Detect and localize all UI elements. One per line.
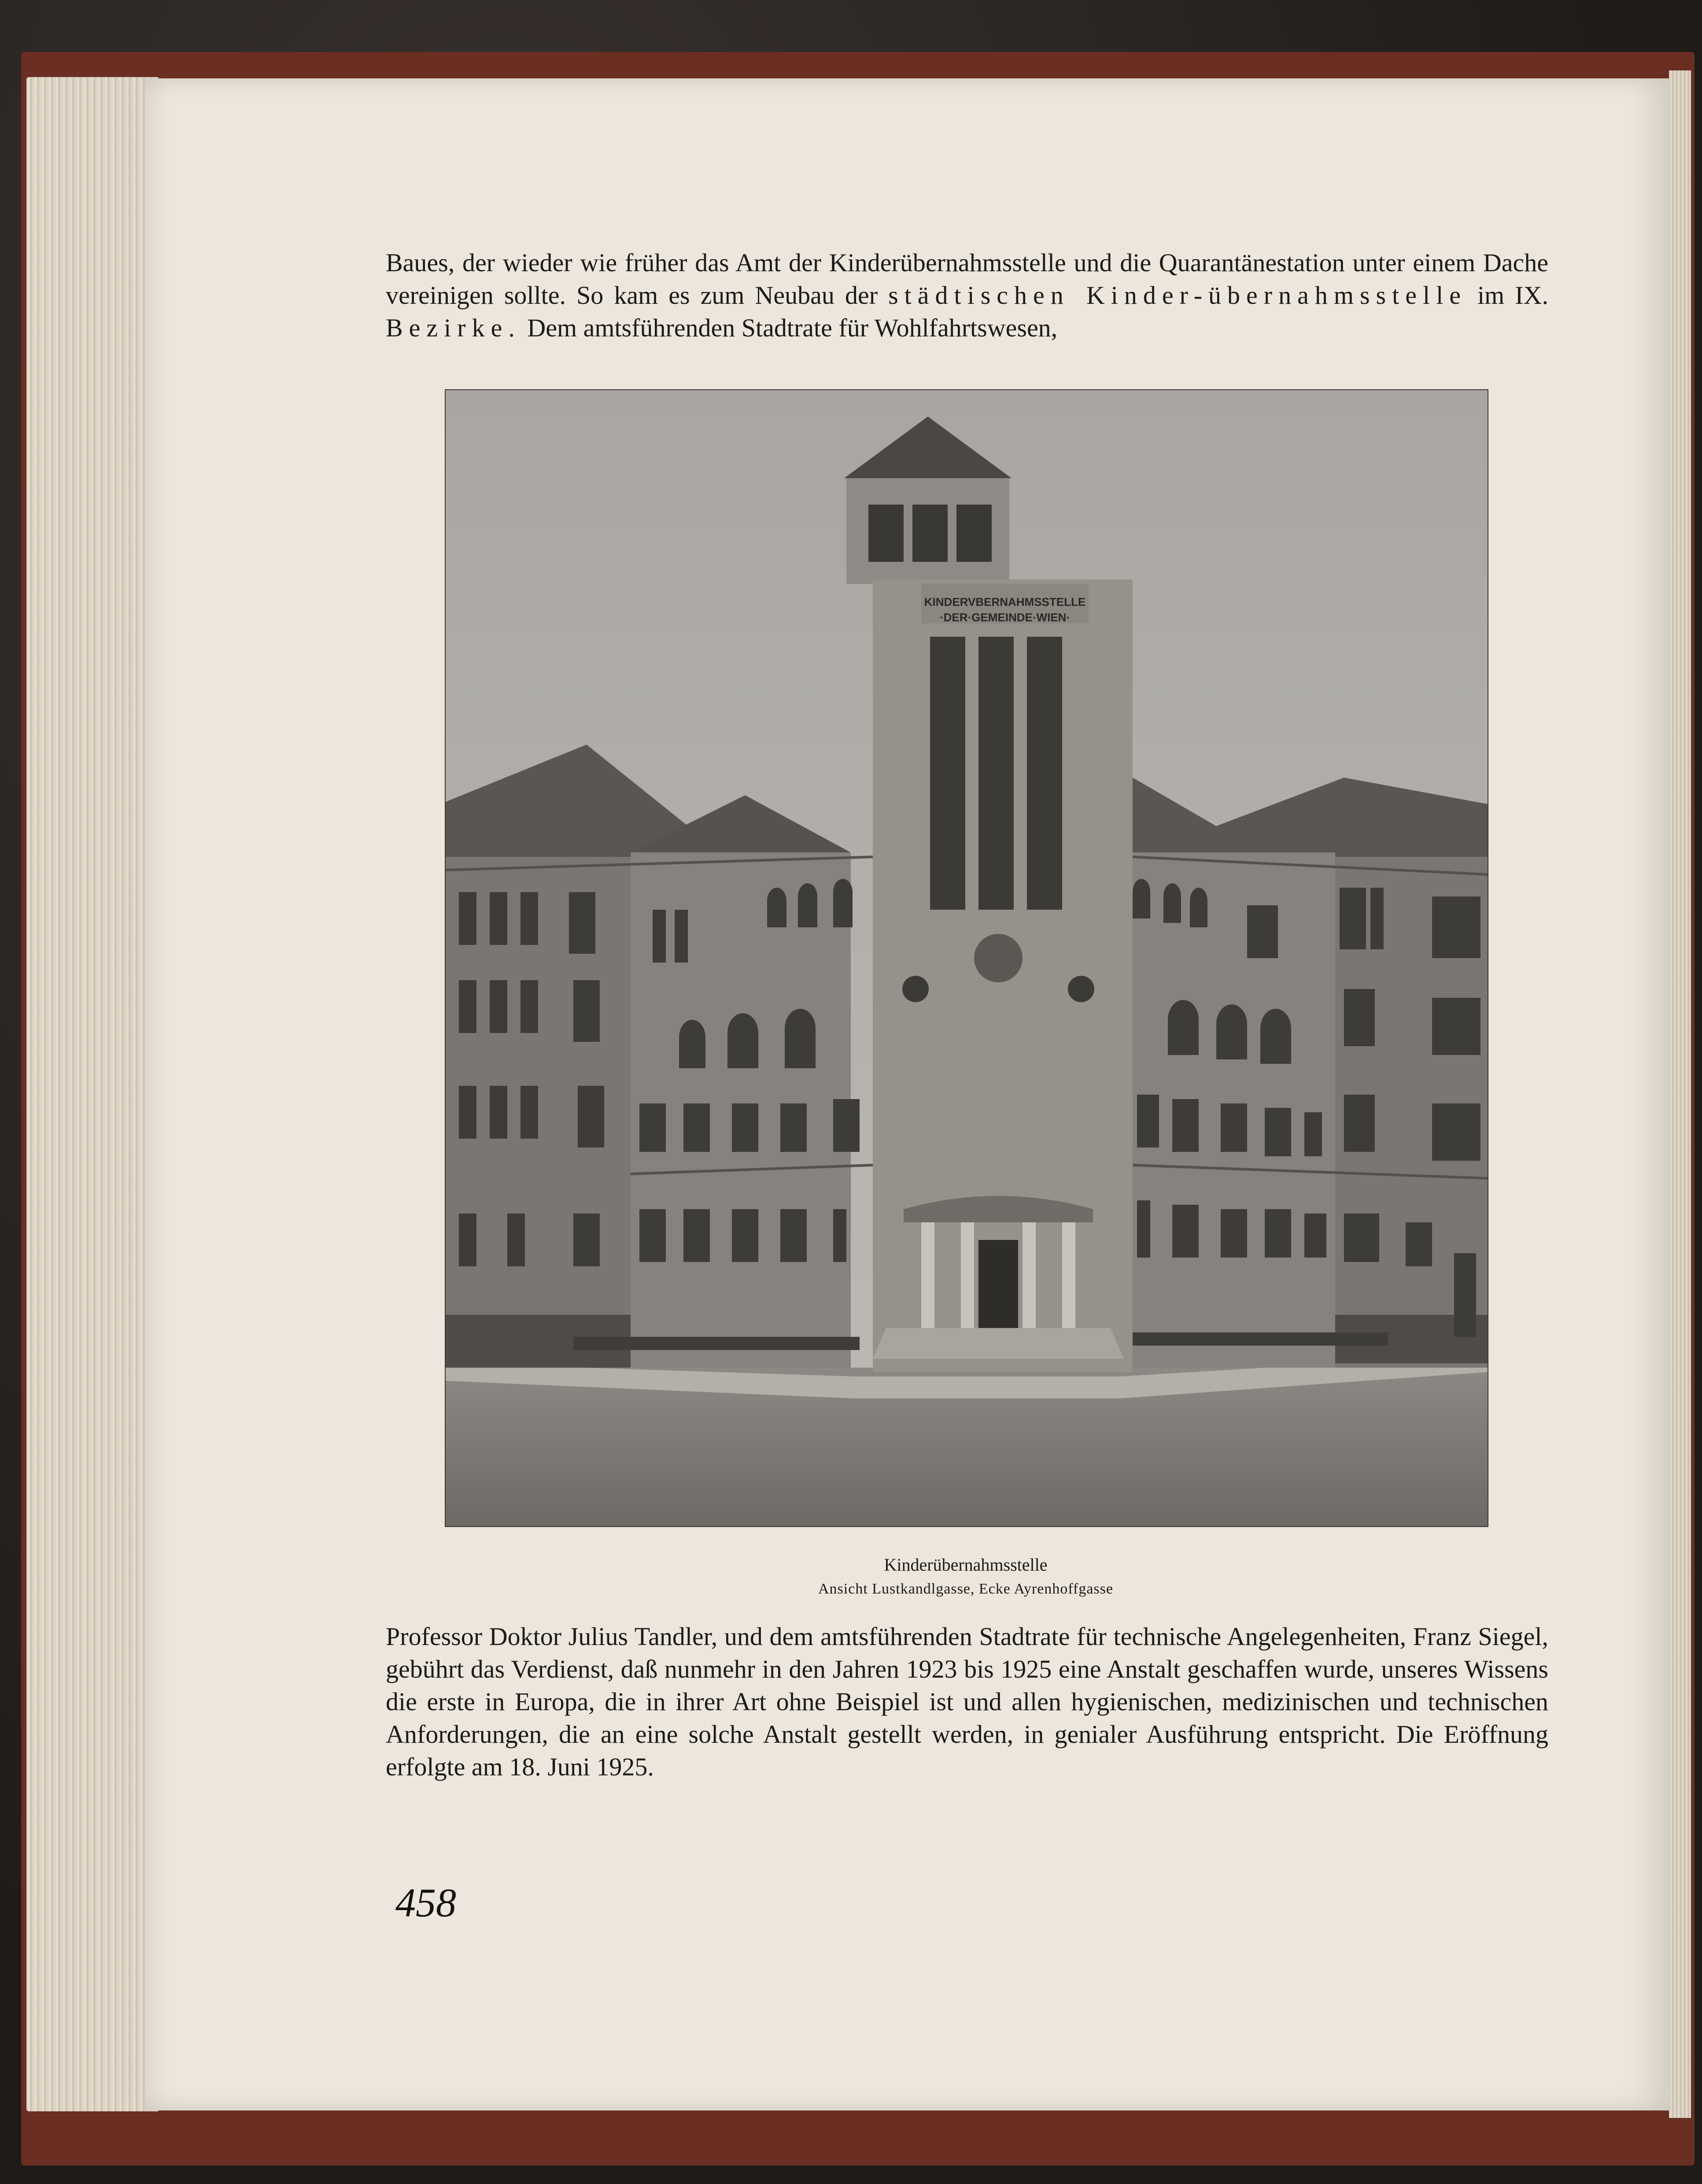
page-edges [26,77,159,2111]
spaced-text: Bezirke. [386,314,521,342]
paragraph-bottom: Professor Doktor Julius Tandler, und dem amtsführenden Stadtrate für technische Angelegenheiten, Franz Siegel, gebührt das Verdienst, daß nunmehr in den Jahren 1923 bis 1925 eine Anstalt geschaffen wurde, unseres Wissens die erste in Europa, die in ihrer Art ohne Beispiel ist und allen hygienischen, medizinischen und technischen Anforderungen, die an eine solche Anstalt gestellt werden, in genialer Ausführung entspricht. Die Eröffnung erfolgte am 18. Juni 1925. [386,1622,1548,1781]
sign-line-2: ·DER·GEMEINDE·WIEN· [939,611,1071,624]
gutter-edge [1669,70,1691,2118]
building-photograph [445,389,1488,1527]
caption-title: Kinderübernahmsstelle [884,1555,1048,1575]
text-run: Baues, der wieder wie früher das Amt der Kinderübernahmsstelle und die Quarantänestation unter einem Dache vereinigen sollte. So kam es zum Neubau der [386,248,1548,310]
paragraph-top [386,247,1548,344]
sign-line-1: KINDERVBERNAHMSSTELLE [924,595,1086,609]
spaced-text: städtischen Kinder-übernahmsstelle [888,281,1467,310]
text-run: Dem amtsführenden Stadtrate für Wohlfahrtswesen, [521,314,1058,342]
text-run: im IX. [1466,281,1548,310]
caption-subtitle: Ansicht Lustkandlgasse, Ecke Ayrenhoffgasse [818,1581,1113,1597]
page-number: 458 [395,1880,456,1925]
